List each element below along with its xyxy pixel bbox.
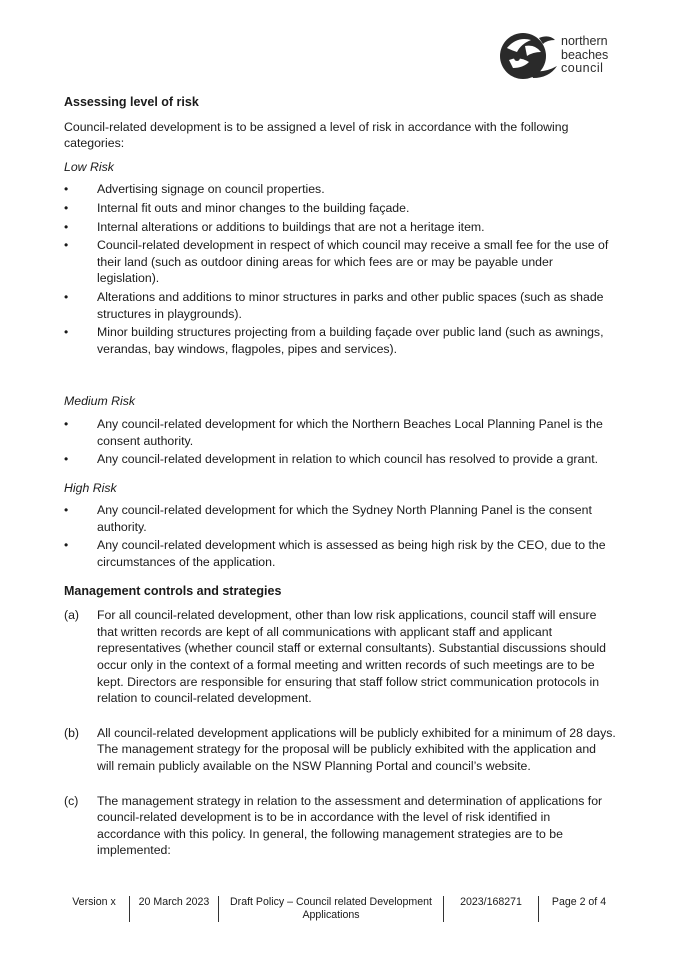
footer-version: Version x: [72, 896, 116, 908]
management-list: [64, 607, 616, 859]
list-item: • Alterations and additions to minor structures in parks and other public spaces (such as shade structures in playgrounds).: [64, 289, 616, 322]
management-item: [64, 725, 616, 775]
item-label: (b): [64, 725, 80, 740]
list-item: • Internal fit outs and minor changes to the building façade.: [64, 200, 616, 217]
item-text: For all council-related development, other than low risk applications, council staff will ensure that written records are kept of all communications with applicant staff and applicant representatives (whether council staff or external consultants). Substantial discussions should occur only in the context of a formal meeting and written records of such meetings are to be kept. Directors are responsible for ensuring that staff follow strict communication protocols in relation to council-related development.: [97, 608, 606, 706]
list-item: • Minor building structures projecting from a building façade over public land (such as awnings, verandas, bay windows, flagpoles, pipes and services).: [64, 324, 616, 357]
high-risk-title: High Risk: [64, 480, 117, 495]
logo-line-1: northern: [561, 34, 608, 48]
footer-divider: [443, 896, 444, 922]
footer-divider: [538, 896, 539, 922]
council-logo: [499, 30, 629, 84]
document-body: [64, 94, 616, 877]
footer-divider: [218, 896, 219, 922]
item-label: (a): [64, 608, 80, 623]
list-item: • Internal alterations or additions to buildings that are not a heritage item.: [64, 219, 616, 236]
item-text: All council-related development applications will be publicly exhibited for a minimum of 28 days. The management strategy for the proposal will be publicly exhibited with the application and will remain publicly available on the NSW Planning Portal and council’s website.: [97, 725, 616, 773]
item-label: (c): [64, 793, 79, 808]
council-emblem-icon: [499, 30, 559, 84]
intro-paragraph: Council-related development is to be assigned a level of risk in accordance with the following categories:: [64, 119, 569, 151]
item-text: The management strategy in relation to the assessment and determination of applications for council-related development is to be in accordance with the level of risk identified in accordance with this policy. In general, the following management strategies are to be implemented:: [97, 793, 603, 858]
footer-title: [222, 896, 440, 921]
low-risk-list: [64, 181, 616, 357]
list-item: • Any council-related development in relation to which council has resolved to provide a grant.: [64, 451, 616, 468]
medium-risk-list: [64, 416, 616, 468]
logo-line-3: council: [561, 61, 604, 75]
list-item: • Any council-related development for which the Sydney North Planning Panel is the consent authority.: [64, 502, 616, 535]
page-footer: [60, 896, 620, 924]
footer-reference: 2023/168271: [460, 896, 522, 908]
footer-title-line-1: Draft Policy – Council related Development: [230, 896, 432, 908]
heading-management-controls: Management controls and strategies: [64, 583, 282, 598]
footer-page-number: Page 2 of 4: [551, 896, 607, 908]
footer-title-line-2: Applications: [302, 908, 360, 921]
list-item: • Council-related development in respect of which council may receive a small fee for the use of their land (such as outdoor dining areas for which fees are or may be payable under legislation).: [64, 237, 616, 287]
management-item: [64, 793, 616, 859]
list-item: • Any council-related development which is assessed as being high risk by the CEO, due to the circumstances of the application.: [64, 537, 616, 570]
footer-divider: [129, 896, 130, 922]
council-logo-wordmark: [561, 35, 608, 76]
medium-risk-title: Medium Risk: [64, 394, 136, 409]
list-item: • Any council-related development for which the Northern Beaches Local Planning Panel is the consent authority.: [64, 416, 616, 449]
footer-date: 20 March 2023: [138, 896, 210, 908]
list-item: • Advertising signage on council properties.: [64, 181, 616, 198]
management-item: [64, 607, 616, 707]
low-risk-title: Low Risk: [64, 159, 114, 174]
logo-line-2: beaches: [561, 47, 609, 62]
high-risk-list: [64, 502, 616, 570]
heading-assessing-risk: Assessing level of risk: [64, 95, 199, 109]
